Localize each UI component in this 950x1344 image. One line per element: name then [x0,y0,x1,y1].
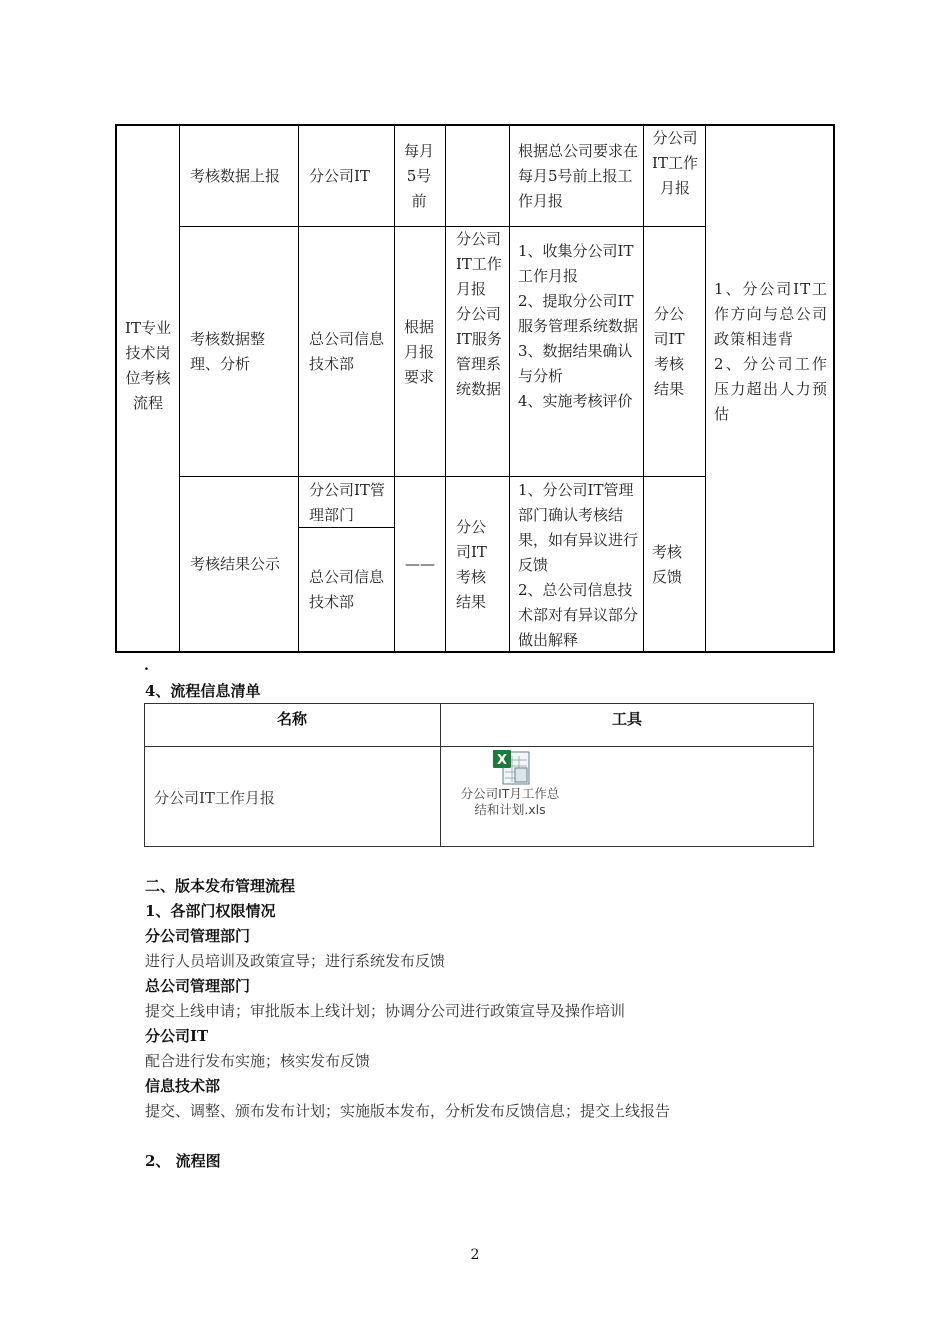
input-cell: 分公司IT考核结果 [456,518,487,611]
stray-dot: . [144,658,149,674]
content-cell: 1、分公司IT管理部门确认考核结果，如有异议进行反馈 2、总公司信息技术部对有异议部分做出解释 [518,481,639,649]
page-number: 2 [470,1247,480,1263]
time-cell: —— [405,555,435,573]
dept-cell: 分公司IT [309,167,370,185]
section-title: 4、流程信息清单 [145,682,261,700]
divider [179,125,180,652]
header-name: 名称 [276,710,307,728]
row-name: 分公司IT工作月报 [154,789,275,807]
row-divider [179,226,705,227]
risk-cell: 1、分公司IT工作方向与总公司政策相违背 2、分公司工作压力超出人力预估 [714,280,828,423]
section-title: 二、版本发布管理流程 [145,877,296,895]
dept-desc: 配合进行发布实施；核实发布反馈 [145,1052,371,1070]
dept-cell: 总公司信息技术部 [309,330,385,373]
step-cell: 考核数据上报 [190,167,281,185]
header-tool: 工具 [611,710,642,728]
dept-desc: 提交上线申请；审批版本上线计划；协调分公司进行政策宣导及操作培训 [145,1002,626,1020]
content-cell: 1、收集分公司IT工作月报 2、提取分公司IT服务管理系统数据 3、数据结果确认与分析 4、实施考核评价 [518,242,639,410]
divider [509,125,510,652]
dept-cell: 分公司IT管理部门 [309,481,385,524]
content-cell: 根据总公司要求在每月5号前上报工作月报 [518,142,639,210]
time-cell: 根据月报要求 [403,318,434,386]
subsection-title: 1、各部门权限情况 [145,902,276,920]
dept-name: 总公司管理部门 [145,977,251,995]
input-cell: 分公司IT工作月报 分公司IT服务管理系统数据 [456,230,502,398]
excel-file-icon[interactable] [491,748,531,786]
step-cell: 考核结果公示 [190,555,281,573]
dept-name: 分公司IT [145,1027,209,1045]
divider [643,125,644,652]
svg-text:X: X [496,753,508,768]
divider [298,125,299,652]
dept-cell: 总公司信息技术部 [309,568,385,611]
file-label-line: 结和计划.xls [474,802,546,817]
divider [445,125,446,652]
time-cell: 每月5号前 [403,142,434,210]
output-cell: 考核反馈 [652,543,683,586]
row-divider [144,746,814,747]
subsection-title: 2、 流程图 [145,1152,221,1170]
dept-desc: 提交、调整、颁布发布计划；实施版本发布，分析发布反馈信息；提交上线报告 [145,1102,671,1120]
step-cell: 考核数据整理、分析 [190,330,266,373]
output-cell: 分公司IT工作月报 [652,129,698,197]
dept-name: 分公司管理部门 [145,927,251,945]
row-group-label: IT专业技术岗位考核流程 [125,319,171,412]
dept-name: 信息技术部 [145,1077,221,1095]
divider [705,125,706,652]
divider [394,125,395,652]
row-divider [179,476,705,477]
file-label-line: 分公司IT月工作总 [460,786,560,801]
output-cell: 分公司IT考核结果 [653,305,685,398]
dept-desc: 进行人员培训及政策宣导；进行系统发布反馈 [145,952,446,970]
file-label[interactable] [448,786,572,818]
